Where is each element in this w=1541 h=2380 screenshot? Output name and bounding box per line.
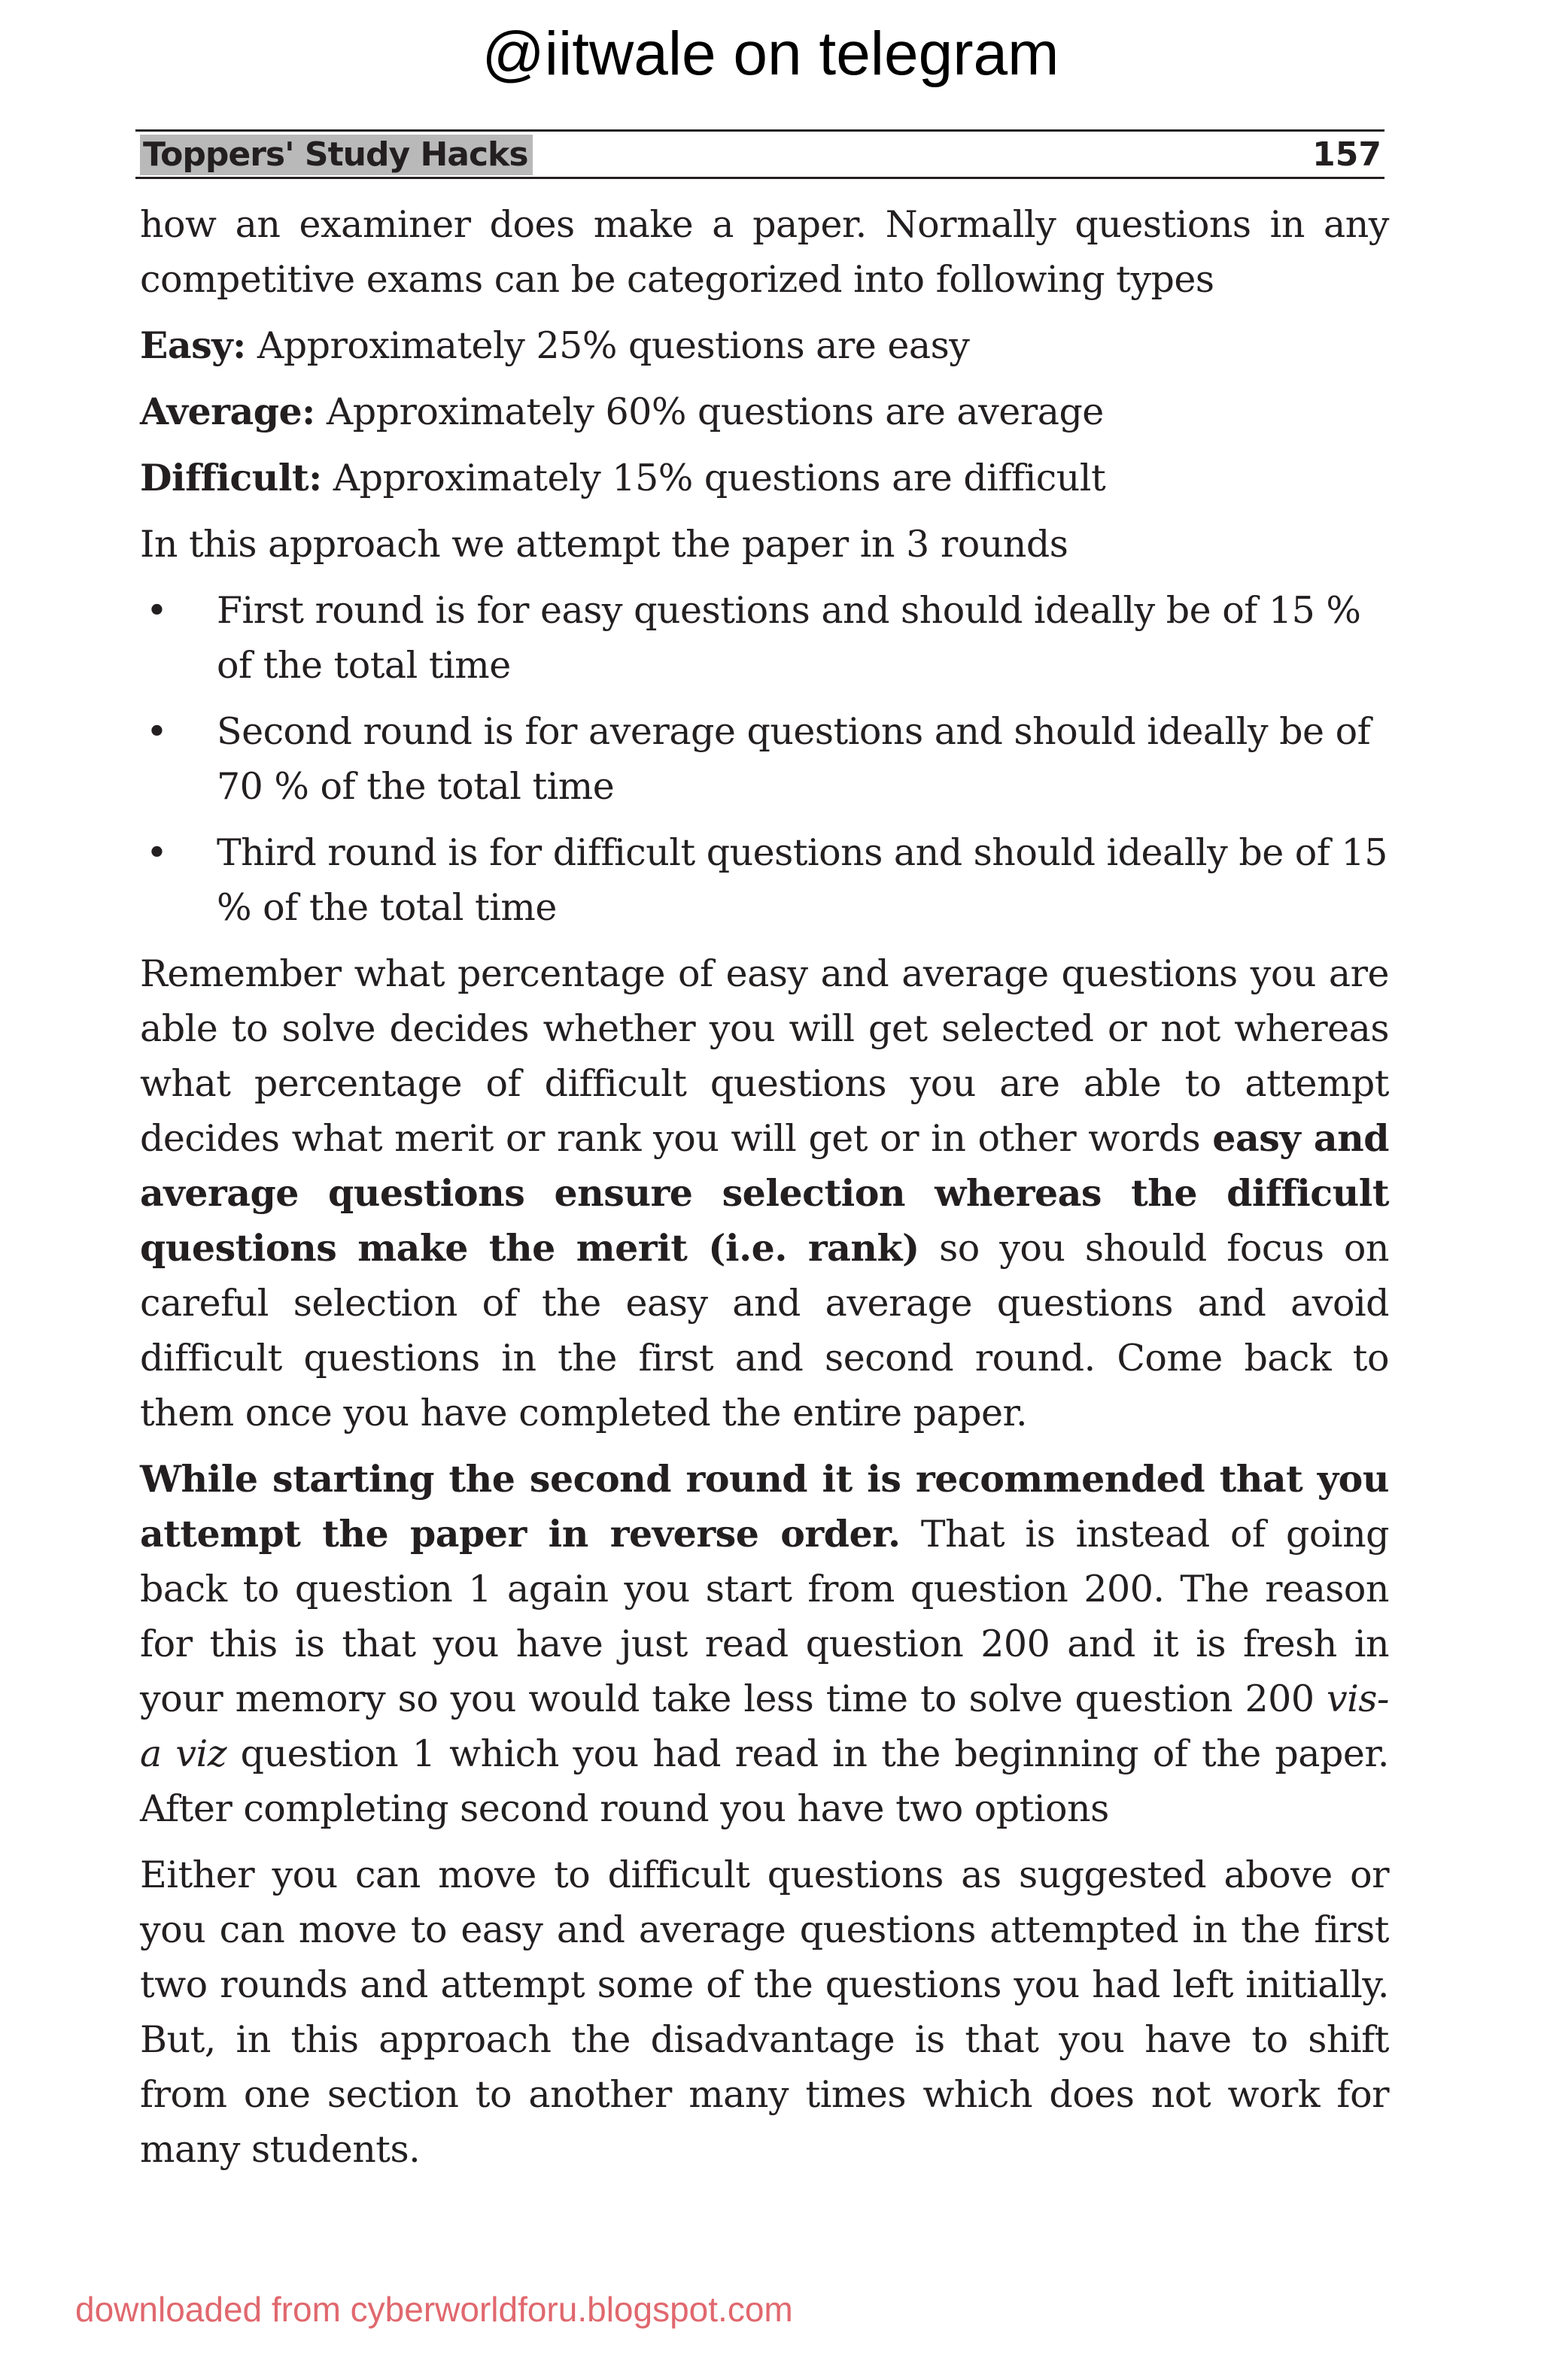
remember-part1: Remember what percentage of easy and average questions you are able to solve decides whether you will get selected or not whereas what percentage of difficult questions you are able to attempt decides what merit or rank you will get or in other words bbox=[140, 952, 1389, 1160]
list-item bbox=[140, 825, 1389, 935]
running-header bbox=[135, 129, 1384, 179]
type-average bbox=[140, 384, 1389, 439]
list-item bbox=[140, 583, 1389, 693]
remember-paragraph bbox=[140, 946, 1389, 1440]
remember-part2: so you should focus on careful selection of the easy and average questions and avoid difficult questions in the first and second round. Come back to them once you have completed the entire paper. bbox=[140, 1227, 1389, 1434]
type-difficult bbox=[140, 451, 1389, 505]
bullet-icon: • bbox=[146, 710, 168, 753]
options-paragraph: Either you can move to difficult questions as suggested above or you can move to easy and average questions attempted in the first two rounds and attempt some of the questions you had left initially. But, in this approach the disadvantage is that you have to shift from one section to another many times which does not work for many students. bbox=[140, 1853, 1389, 2171]
type-difficult-text: Approximately 15% questions are difficult bbox=[321, 457, 1106, 499]
type-easy bbox=[140, 318, 1389, 373]
round-text: Third round is for difficult questions and should ideally be of 15 % of the total time bbox=[217, 831, 1388, 929]
telegram-watermark: @iitwale on telegram bbox=[482, 20, 1059, 88]
intro-paragraph: how an examiner does make a paper. Normally questions in any competitive exams can be categorized into following types bbox=[140, 203, 1389, 301]
second-round-part1: That is instead of going back to question 1 again you start from question 200. The reason for this is that you have just read question 200 and it is fresh in your memory so you would take less time to solve question 200 bbox=[140, 1513, 1389, 1720]
page-number: 157 bbox=[1312, 135, 1381, 174]
type-easy-text: Approximately 25% questions are easy bbox=[245, 324, 970, 367]
remember-emphasis: easy and average questions ensure selection whereas the difficult questions make the merit (i.e. rank) bbox=[140, 1116, 1389, 1270]
round-text: First round is for easy questions and should ideally be of 15 % of the total time bbox=[217, 589, 1361, 687]
rounds-list bbox=[140, 583, 1389, 935]
bullet-icon: • bbox=[146, 831, 168, 874]
page-body bbox=[140, 197, 1389, 2188]
second-round-paragraph bbox=[140, 1452, 1389, 1836]
approach-intro: In this approach we attempt the paper in 3 rounds bbox=[140, 523, 1068, 566]
type-average-text: Approximately 60% questions are average bbox=[315, 390, 1104, 433]
list-item bbox=[140, 704, 1389, 814]
second-round-emphasis: While starting the second round it is recommended that you attempt the paper in reverse order. bbox=[140, 1457, 1389, 1556]
second-round-part2: question 1 which you had read in the beginning of the paper. After completing second round you have two options bbox=[140, 1732, 1389, 1830]
type-difficult-label: Difficult: bbox=[140, 456, 322, 499]
blog-watermark: downloaded from cyberworldforu.blogspot.com bbox=[75, 2290, 793, 2329]
round-text: Second round is for average questions and should ideally be of 70 % of the total time bbox=[217, 710, 1371, 808]
book-title: Toppers' Study Hacks bbox=[140, 135, 533, 175]
type-easy-label: Easy: bbox=[140, 323, 246, 367]
second-round-italic: vis-a viz bbox=[140, 1677, 1389, 1775]
type-average-label: Average: bbox=[140, 390, 315, 433]
bullet-icon: • bbox=[146, 589, 168, 632]
